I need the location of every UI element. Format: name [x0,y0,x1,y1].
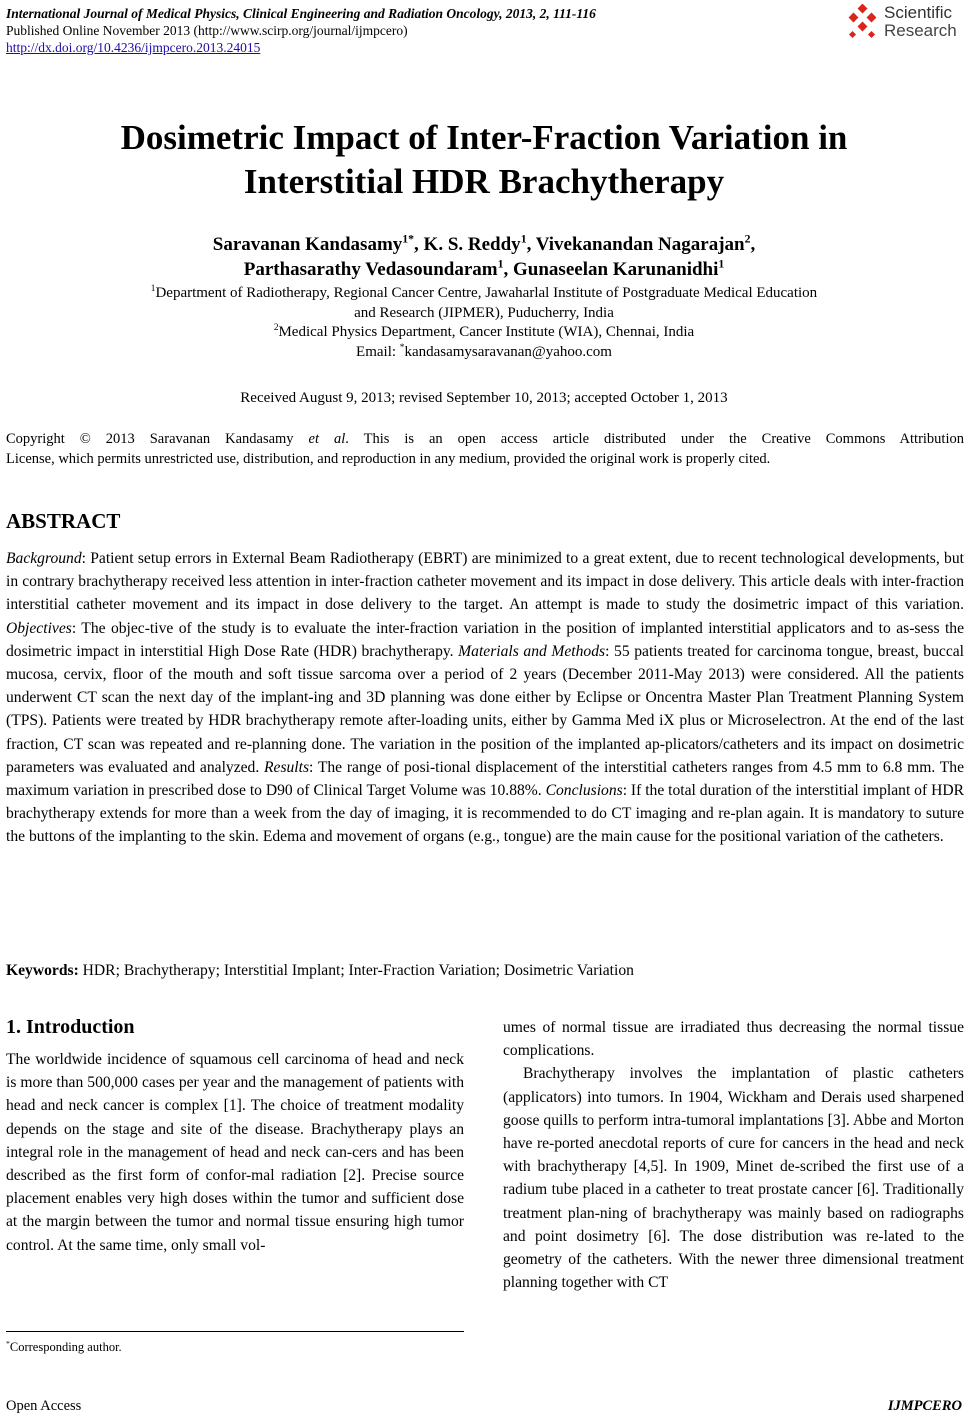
aff2-sup: 2 [273,323,279,333]
abstract-mm-text: : 55 patients treated for carcinoma tongue, breast, buccal mucosa, cervix, floor of the mouth and soft tissue sarcoma over a period of 2 years (December 2011-May 2013) were considered. All the patients underwent CT scan the next day of the implant-ing and 3D planning was done either by Eclipse or Oncentra Master Plan Treatment Planning System (TPS). Patients were treated by HDR brachytherapy remote after-loading units, either by Gamma Med iX plus or Microselectron. At the end of the last fraction, CT scan was repeated and re-planning done. The variation in the position of the implanted ap-plicators/catheters and its impact on dosimetric parameters was evaluated and analyzed. [6,642,964,776]
abstract-body [6,547,964,849]
journal-volume: , 2013, 2, 111-116 [499,6,596,21]
abstract-bg-label: Background [6,550,82,567]
abstract-heading: ABSTRACT [6,509,121,533]
author-4-sup: 1 [497,257,504,271]
abstract-res-label: Results [264,758,310,776]
intro-paragraph-2: Brachytherapy involves the implantation of plastic catheters (applicators) into tumors. In 1904, Wickham and Derais used sharpened goose quills to perform intra-tumoral implantations [3]. Abbe and Morton have re-ported anecdotal reports of cure for cancers in the head and neck with brachytherapy [4,5]. In 1909, Minet de-scribed the first use of a radium tube placed in a catheter to treat prostate cancer [6]. Traditionally treatment plan-ning of brachytherapy was mainly based on radiographs and point dosimetry [6]. The dose distribution was re-lated to the geometry of the catheters. With the newer three dimensional treatment planning together with CT [503,1065,964,1292]
abstract-obj-label: Objectives [6,619,72,637]
abstract-bg-text: : Patient setup errors in External Beam Radiotherapy (EBRT) are minimized to a great extent, due to recent technological developments, but in contrary brachytherapy received less attention in inter-fraction catheter movement and its impact in dose delivery. This article deals with inter-fraction interstitial catheter movement and its impact in dose delivery to the target. An attempt is made to study the dosimetric impact of this variation. [6,550,964,614]
author-4: Parthasarathy Vedasoundaram [243,259,498,280]
email-sup: * [399,342,405,353]
copyright-notice [6,429,964,469]
logo-line2: Research [884,21,957,40]
logo-line1: Scientific [884,3,953,22]
intro-paragraph-1-continued: umes of normal tissue are irradiated thus decreasing the normal tissue complications. [503,1019,964,1060]
copyright-etal: et al [308,431,346,447]
paper-title [0,116,968,204]
aff1-line2: and Research (JIPMER), Puducherry, India [354,304,614,321]
email-address[interactable]: kandasamysaravanan@yahoo.com [404,343,612,360]
right-column [503,1016,964,1294]
author-3-end: , [750,234,756,255]
title-line2: Interstitial HDR Brachytherapy [243,162,725,201]
scientific-research-logo [844,4,962,44]
left-column [6,1016,464,1257]
keywords [6,962,964,980]
abstract-conc-label: Conclusions [545,782,623,800]
author-1: Saravanan Kandasamy [212,234,403,255]
author-list [0,232,968,282]
footnote [6,1340,122,1355]
keywords-label: Keywords: [6,962,79,979]
abstract-res-text: : The range of posi-tional displacement of the interstitial catheters ranges from 4.5 mm to 6.8 mm. The maximum variation in prescribed dose to D90 of Clinical Target Volume was 10.88%. [6,758,964,800]
section-heading-introduction: 1. Introduction [6,1016,135,1038]
abstract-conc-text: : If the total duration of the interstitial implant of HDR brachytherapy extends for more than a week from the day of imaging, it is recommended to do CT imaging and re-plan again. It is mandatory to suture the buttons of the implanting to the skin. Edema and movement of organs (e.g., tongue) are the main cause for the positional variation of the catheters. [6,782,964,846]
footer-journal-abbrev: IJMPCERO [887,1398,962,1414]
footer-open-access: Open Access [6,1398,82,1414]
author-2-sup: 1 [520,232,527,246]
intro-paragraph-1: The worldwide incidence of squamous cell carcinoma of head and neck is more than 500,000 cases per year and the management of patients with head and neck cancer is complex [1]. The choice of treatment modality depends on the stage and site of the disease. Brachytherapy plays an integral role in the management of head and neck can-cers and has been described as the first form of confor-mal radiation [2]. Precise source placement enables very high doses within the tumor and sufficient dose at the margin between the tumor and normal tissue ensuring high tumor control. At the same time, only small vol- [6,1051,464,1254]
affiliations [0,284,968,362]
logo-icon [844,4,882,42]
received-dates: Received August 9, 2013; revised September 10, 2013; accepted October 1, 2013 [240,390,728,406]
title-line1: Dosimetric Impact of Inter-Fraction Variation in [120,118,848,157]
copyright-post: . This is an open access article distributed under the Creative Commons Attribution [345,431,964,447]
author-3-sup: 2 [744,232,751,246]
journal-name: International Journal of Medical Physics, Clinical Engineering and Radiation Oncology [6,6,500,21]
aff1-sup: 1 [150,284,156,294]
footnote-text: Corresponding author. [9,1340,122,1354]
email-label: Email: [356,343,400,360]
author-2: , K. S. Reddy [414,234,521,255]
author-5-sup: 1 [718,257,725,271]
abstract-mm-label: Materials and Methods [458,642,606,660]
published-online: Published Online November 2013 (http://www.scirp.org/journal/ijmpcero) [6,23,408,38]
author-5: , Gunaseelan Karunanidhi [503,259,719,280]
keywords-text: HDR; Brachytherapy; Interstitial Implant; Inter-Fraction Variation; Dosimetric Variation [78,962,634,979]
aff2: Medical Physics Department, Cancer Institute (WIA), Chennai, India [278,324,695,340]
journal-header [6,5,596,56]
abstract-obj-text: : The objec-tive of the study is to evaluate the inter-fraction variation in the position of implanted interstitial applicators and to as-sess the dosimetric impact in interstitial High Dose Rate (HDR) brachytherapy. [6,619,964,660]
copyright-line2: License, which permits unrestricted use, distribution, and reproduction in any medium, provided the original work is properly cited. [6,451,771,467]
footnote-divider [6,1331,464,1332]
author-3: , Vivekanandan Nagarajan [526,234,745,255]
copyright-pre: Copyright © 2013 Saravanan Kandasamy [6,431,309,447]
journal-citation [6,5,596,22]
author-1-sup: 1* [402,232,415,246]
footnote-sup: * [6,1338,10,1348]
aff1-line1: Department of Radiotherapy, Regional Cancer Centre, Jawaharlal Institute of Postgraduate Medical Education [155,285,818,301]
doi-link[interactable]: http://dx.doi.org/10.4236/ijmpcero.2013.24015 [6,40,261,55]
